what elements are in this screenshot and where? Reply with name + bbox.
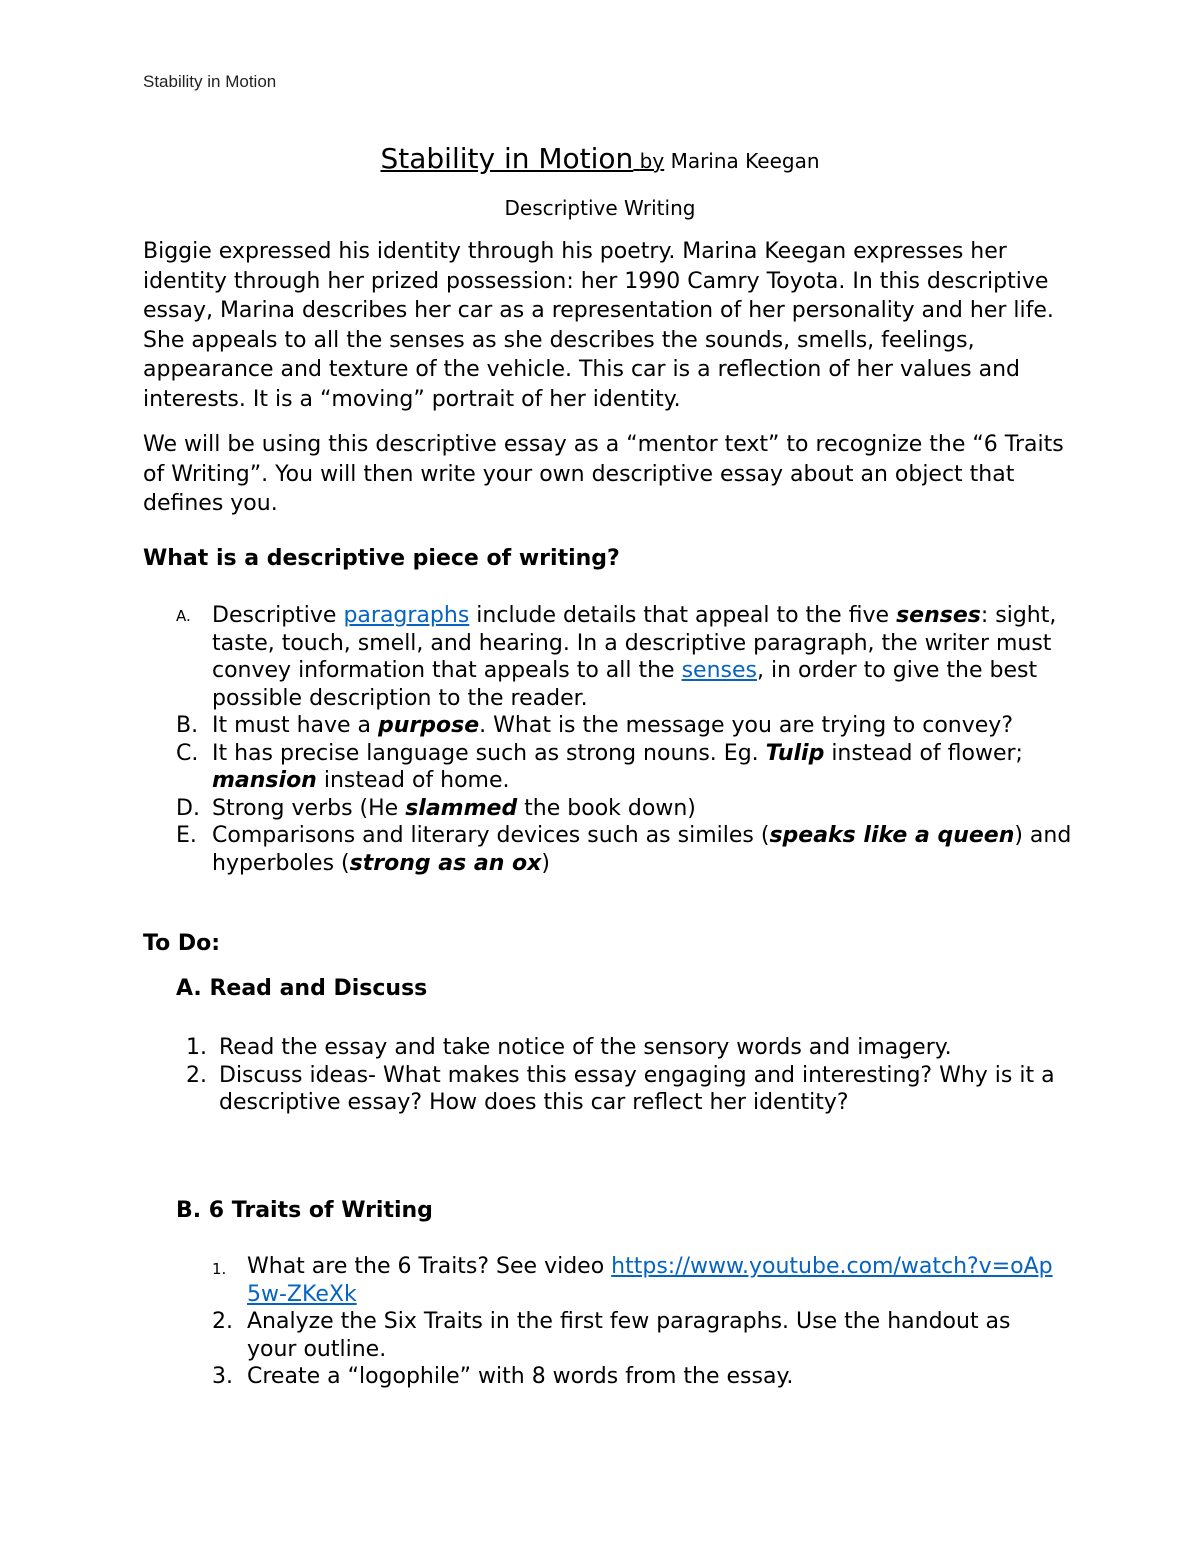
list-item: D. Strong verbs (He slammed the book down) xyxy=(176,795,696,821)
list-item: B. It must have a purpose. What is the message you are trying to convey? xyxy=(176,713,1013,738)
list-marker: B. xyxy=(176,713,199,738)
list-marker: 2. xyxy=(212,1309,233,1334)
senses-link[interactable]: senses xyxy=(681,658,757,683)
descriptive-heading: What is a descriptive piece of writing? xyxy=(143,546,620,571)
title-author: Marina Keegan xyxy=(670,149,820,173)
list-marker: 1. xyxy=(212,1260,227,1278)
read-discuss-heading: A. Read and Discuss xyxy=(176,976,428,1001)
descriptive-list xyxy=(176,602,1074,877)
list-item: 2. Analyze the Six Traits in the first few paragraphs. Use the handout as your outline. xyxy=(212,1309,1011,1362)
list-marker: D. xyxy=(176,795,200,821)
list-item: C. It has precise language such as strong nouns. Eg. Tulip instead of flower; mansion instead of home. xyxy=(176,740,1023,793)
list-item: 1. Read the essay and take notice of the sensory words and imagery. xyxy=(186,1035,952,1060)
paragraphs-link[interactable]: paragraphs xyxy=(343,603,470,628)
read-discuss-list xyxy=(186,1034,1074,1117)
intro-paragraph-1: Biggie expressed his identity through his poetry. Marina Keegan expresses her identity through her prized possession: her 1990 Camry Toyota. In this descriptive essay, Marina describes her car as a representation of her personality and her life. She appeals to all the senses as she describes the sounds, smells, feelings, appearance and texture of the vehicle. This car is a reflection of her values and interests. It is a “moving” portrait of her identity. xyxy=(143,239,1054,412)
running-header: Stability in Motion xyxy=(143,72,277,91)
list-marker: 2. xyxy=(186,1062,207,1088)
youtube-video-link[interactable]: https://www.youtube.com/watch?v=oAp5w-ZKeXk xyxy=(247,1254,1053,1307)
subtitle: Descriptive Writing xyxy=(504,196,696,220)
list-marker: A. xyxy=(176,607,191,625)
page-title: Stability in Motion xyxy=(380,142,634,175)
list-item: 2. Discuss ideas- What makes this essay engaging and interesting? Why is it a descriptive essay? How does this car reflect her identity? xyxy=(186,1062,1055,1115)
list-item: A. Descriptive paragraphs include details that appeal to the five senses: sight, taste, touch, smell, and hearing. In a descriptive paragraph, the writer must convey information that appeals to all the senses, in order to give the best possible description to the reader. xyxy=(176,603,1057,711)
list-marker: 3. xyxy=(212,1364,233,1389)
list-marker: E. xyxy=(176,823,197,848)
list-item: E. Comparisons and literary devices such as similes (speaks like a queen) and hyperboles (strong as an ox) xyxy=(176,823,1072,876)
intro-paragraph-2: We will be using this descriptive essay as a “mentor text” to recognize the “6 Traits of Writing”. You will then write your own descriptive essay about an object that defines you. xyxy=(143,432,1064,516)
list-item: 3. Create a “logophile” with 8 words from the essay. xyxy=(212,1364,794,1389)
six-traits-heading: B. 6 Traits of Writing xyxy=(176,1198,433,1223)
six-traits-list xyxy=(212,1253,1059,1391)
title-by: by xyxy=(639,149,665,173)
list-item: 1. What are the 6 Traits? See video https://www.youtube.com/watch?v=oAp5w-ZKeXk xyxy=(212,1254,1053,1307)
list-marker: 1. xyxy=(186,1035,207,1060)
title-line xyxy=(0,142,1200,175)
todo-heading: To Do: xyxy=(143,931,221,956)
list-marker: C. xyxy=(176,740,199,766)
